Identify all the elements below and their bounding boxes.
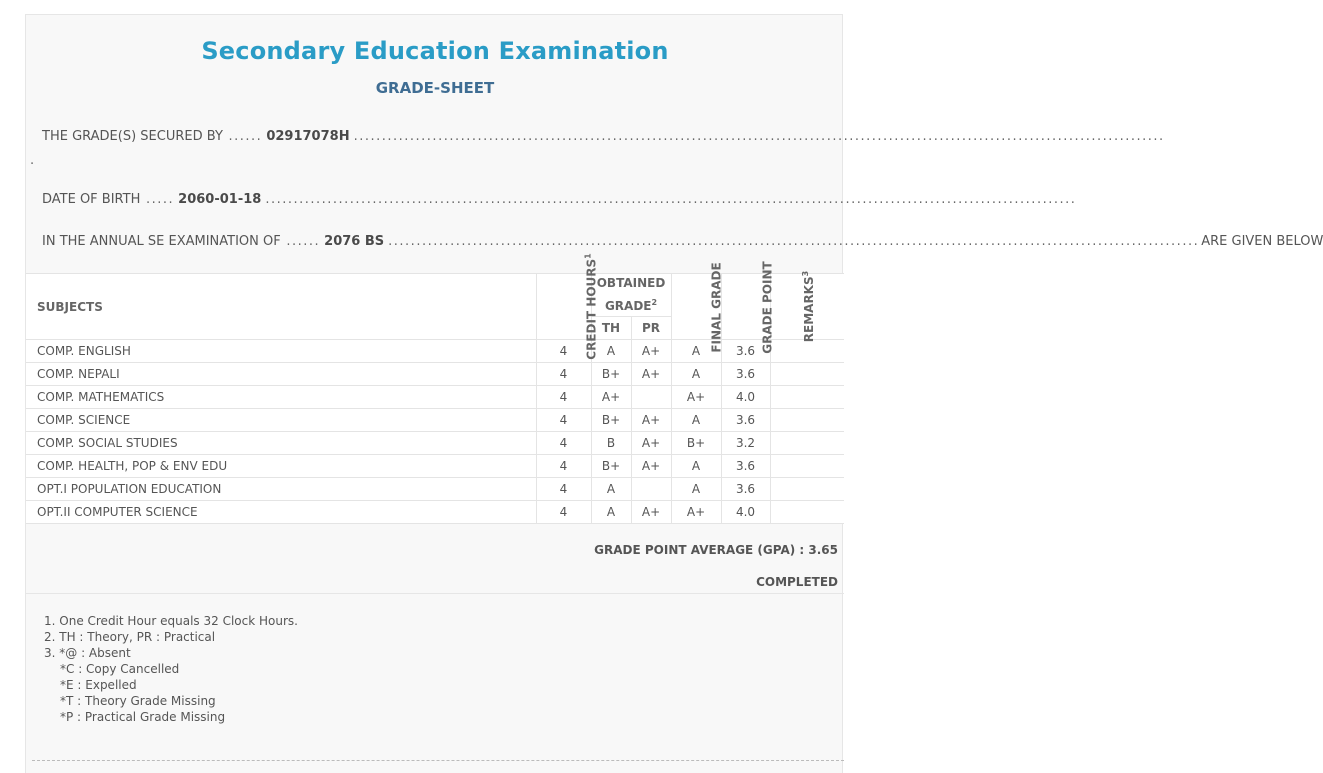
dot-leader: ................................................................................................................................................ [388,234,1200,249]
header-credit-hours: CREDIT HOURS$^1$ [536,274,591,340]
footnote: 2. TH : Theory, PR : Practical [44,630,216,644]
credit-cell: 4 [536,478,591,501]
final-grade-cell: A [671,455,721,478]
exam-title: Secondary Education Examination [201,37,669,65]
grade-point-cell: 3.6 [721,340,770,363]
th-grade-cell: B+ [591,409,631,432]
remarks-cell [770,432,844,455]
exam-line [42,234,1323,252]
remarks-cell [770,409,844,432]
grade-point-cell: 3.6 [721,363,770,386]
table-row [26,363,844,386]
divider [26,593,844,594]
grade-point-cell: 4.0 [721,501,770,524]
remarks-cell [770,455,844,478]
table-row [26,432,844,455]
pr-grade-cell: A+ [631,501,671,524]
th-grade-cell: A [591,340,631,363]
dot-leader: ...... [222,129,263,144]
pr-grade-cell [631,478,671,501]
footnote: *E : Expelled [60,678,137,692]
header-subjects: SUBJECTS [26,274,536,340]
grade-sheet [25,14,1323,773]
dot-leader: . [30,153,35,168]
credit-cell: 4 [536,386,591,409]
subject-cell: COMP. NEPALI [26,363,536,386]
remarks-cell [770,340,844,363]
symbol-number: 02917078H [266,129,350,144]
header-obtained-grade: OBTAINED GRADE$^2$ [591,274,671,317]
pr-grade-cell: A+ [631,363,671,386]
exam-year: 2076 BS [324,234,385,249]
subject-cell: COMP. SCIENCE [26,409,536,432]
pr-grade-cell [631,386,671,409]
footnote: 1. One Credit Hour equals 32 Clock Hours. [44,614,298,628]
grade-point-cell: 3.2 [721,432,770,455]
footnote: *T : Theory Grade Missing [60,694,216,708]
header-remarks: REMARKS$^3$ [770,274,844,340]
dob-label: DATE OF BIRTH [42,192,141,207]
dot-leader: ...... [280,234,321,249]
remarks-cell [770,478,844,501]
pr-grade-cell: A+ [631,455,671,478]
pr-grade-cell: A+ [631,432,671,455]
footnote: *P : Practical Grade Missing [60,710,226,724]
footnote: 3. *@ : Absent [44,646,131,660]
secured-by-line [42,129,1165,147]
final-grade-cell: A+ [671,501,721,524]
exam-tail: ARE GIVEN BELOW [1201,234,1323,249]
subject-cell: COMP. HEALTH, POP & ENV EDU [26,455,536,478]
th-grade-cell: B [591,432,631,455]
dot-leader: ................................................................................................................................................ [353,129,1165,144]
header-pr: PR [631,317,671,340]
th-grade-cell: B+ [591,363,631,386]
secured-by-label: THE GRADE(S) SECURED BY [42,129,223,144]
gpa-value: GRADE POINT AVERAGE (GPA) : 3.65 [594,543,838,557]
grades-table [26,253,844,524]
dob-line [42,192,1077,210]
grade-point-cell: 3.6 [721,455,770,478]
dot-leader: ..... [140,192,175,207]
credit-cell: 4 [536,363,591,386]
remarks-cell [770,501,844,524]
subject-cell: OPT.I POPULATION EDUCATION [26,478,536,501]
grade-point-cell: 4.0 [721,386,770,409]
th-grade-cell: A [591,501,631,524]
pr-grade-cell: A+ [631,340,671,363]
grade-point-cell: 3.6 [721,409,770,432]
table-row [26,409,844,432]
exam-label: IN THE ANNUAL SE EXAMINATION OF [42,234,281,249]
credit-cell: 4 [536,340,591,363]
final-grade-cell: A [671,340,721,363]
footnotes [44,613,298,725]
pr-grade-cell: A+ [631,409,671,432]
th-grade-cell: A+ [591,386,631,409]
table-row [26,501,844,524]
header-grade-point: GRADE POINT [721,274,770,340]
table-row [26,478,844,501]
credit-cell: 4 [536,501,591,524]
dob-value: 2060-01-18 [178,192,262,207]
final-grade-cell: A [671,478,721,501]
dot-leader: ................................................................................................................................................ [265,192,1077,207]
final-grade-cell: A [671,363,721,386]
grade-point-cell: 3.6 [721,478,770,501]
grades-table-wrap [26,253,844,524]
header-final-grade: FINAL GRADE [671,274,721,340]
result-status: COMPLETED [756,575,838,589]
remarks-cell [770,363,844,386]
table-row [26,455,844,478]
remarks-cell [770,386,844,409]
th-grade-cell: A [591,478,631,501]
credit-cell: 4 [536,409,591,432]
final-grade-cell: B+ [671,432,721,455]
subject-cell: COMP. SOCIAL STUDIES [26,432,536,455]
dashed-separator [32,760,844,761]
credit-cell: 4 [536,455,591,478]
table-row [26,386,844,409]
credit-cell: 4 [536,432,591,455]
subject-cell: COMP. MATHEMATICS [26,386,536,409]
final-grade-cell: A [671,409,721,432]
subject-cell: COMP. ENGLISH [26,340,536,363]
final-grade-cell: A+ [671,386,721,409]
footnote: *C : Copy Cancelled [60,662,180,676]
subject-cell: OPT.II COMPUTER SCIENCE [26,501,536,524]
sheet-subtitle: GRADE-SHEET [375,79,495,97]
th-grade-cell: B+ [591,455,631,478]
header-th: TH [591,317,631,340]
